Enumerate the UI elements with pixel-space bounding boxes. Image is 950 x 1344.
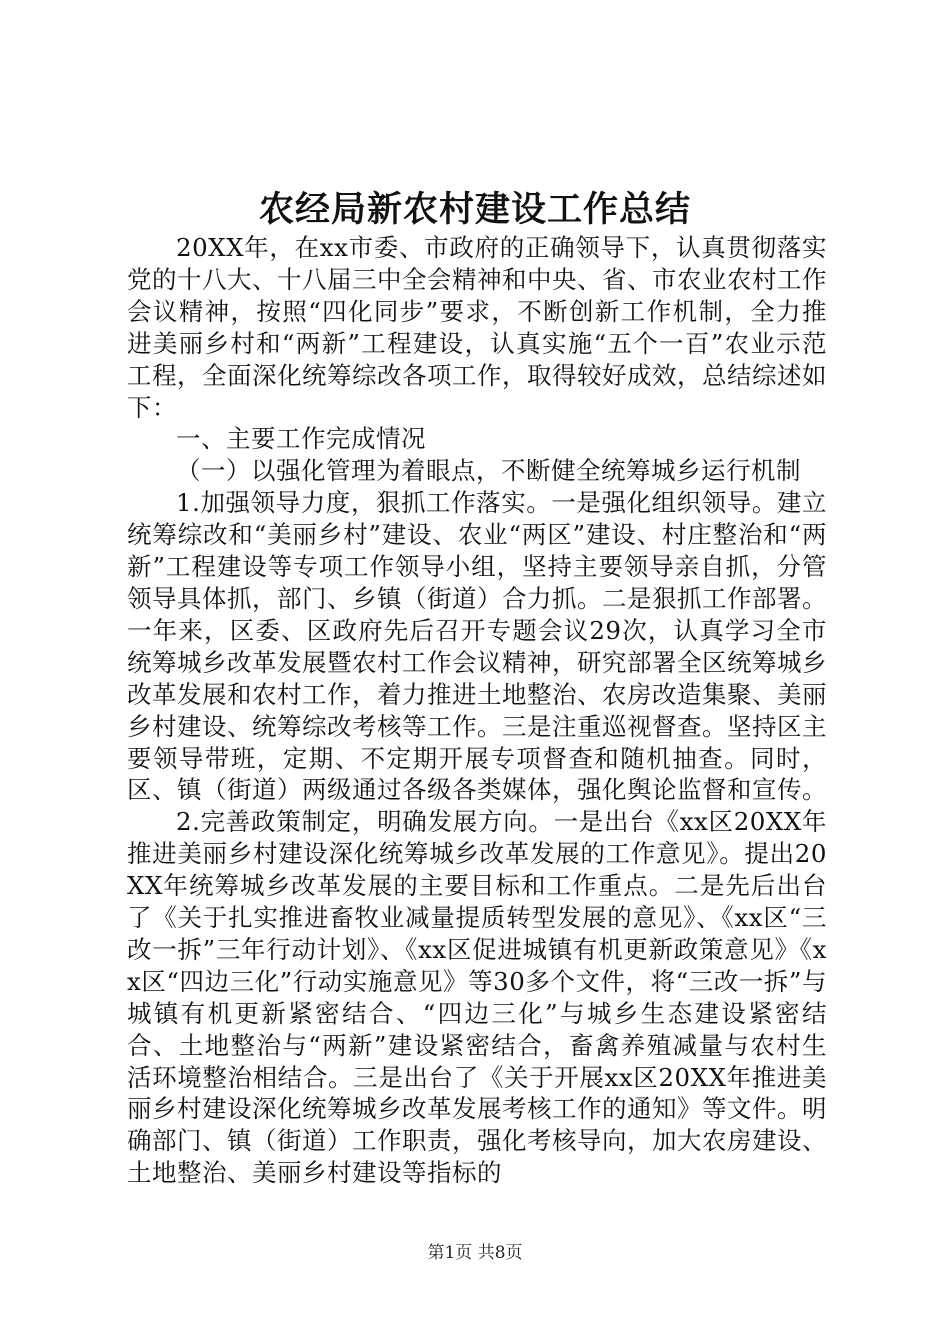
intro-paragraph: 20XX年，在xx市委、市政府的正确领导下，认真贯彻落实党的十八大、十八届三中全会精神和中央、省、市农业农村工作会议精神，按照“四化同步”要求，不断创新工作机制，全力推进美丽乡村和“两新”工程建设，认真实施“五个一百”农业示范工程，全面深化统筹综改各项工作，取得较好成效，总结综述如下： xyxy=(127,233,827,422)
document-title: 农经局新农村建设工作总结 xyxy=(258,189,691,230)
section-heading: 一、主要工作完成情况 xyxy=(176,424,426,454)
paragraph-item-2: 2.完善政策制定，明确发展方向。一是出台《xx区20XX年推进美丽乡村建设深化统筹城乡改革发展的工作意见》。提出20XX年统筹城乡改革发展的主要目标和工作重点。二是先后出台了《关于扎实推进畜牧业减量提质转型发展的意见》、《xx区“三改一拆”三年行动计划》、《xx区促进城镇有机更新政策意见》《xx区“四边三化”行动实施意见》等30多个文件，将“三改一拆”与城镇有机更新紧密结合、“四边三化”与城乡生态建设紧密结合、土地整治与“两新”建设紧密结合，畜禽养殖减量与农村生活环境整治相结合。三是出台了《关于开展xx区20XX年推进美丽乡村建设深化统筹城乡改革发展考核工作的通知》等文件。明确部门、镇（街道）工作职责，强化考核导向，加大农房建设、土地整治、美丽乡村建设等指标的 xyxy=(127,807,827,1188)
subsection-heading: （一）以强化管理为着眼点，不断健全统筹城乡运行机制 xyxy=(176,456,801,486)
page-number: 第1页 共8页 xyxy=(427,1243,523,1263)
document-body xyxy=(127,232,827,1189)
paragraph-item-1: 1.加强领导力度，狠抓工作落实。一是强化组织领导。建立统筹综改和“美丽乡村”建设、农业“两区”建设、村庄整治和“两新”工程建设等专项工作领导小组，坚持主要领导亲自抓，分管领导具体抓，部门、乡镇（街道）合力抓。二是狠抓工作部署。一年来，区委、区政府先后召开专题会议29次，认真学习全市统筹城乡改革发展暨农村工作会议精神，研究部署全区统筹城乡改革发展和农村工作，着力推进土地整治、农房改造集聚、美丽乡村建设、统筹综改考核等工作。三是注重巡视督查。坚持区主要领导带班，定期、不定期开展专项督查和随机抽查。同时，区、镇（街道）两级通过各级各类媒体，强化舆论监督和宣传。 xyxy=(127,488,827,805)
